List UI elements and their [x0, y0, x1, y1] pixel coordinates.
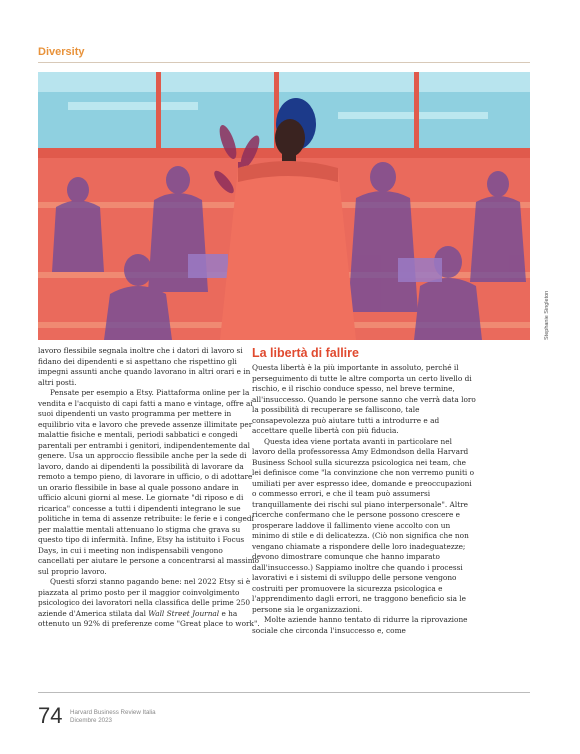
paragraph: Questa libertà è la più importante in assoluto, perché il perseguimento di tutte le altre comporta un certo livello di rischio, e il rischio conduce spesso, nel breve termine, all'insuccesso. Quando le persone sanno che verrà data loro la possibilità di recuperare se falliscono, tale consapevolezza può aiutare tutti a introdurre e ad accettare quelle libertà con più fiducia. — [252, 363, 476, 435]
paragraph: Pensate per esempio a Etsy. Piattaforma online per la vendita e l'acquisto di capi fatti a mano e vintage, offre ai suoi dipendenti un vasto programma per mettere in equilibrio vita e lavoro che prevede assenze illimitate per malattie fisiche e mentali, periodi sabbatici e congedi parentali per entrambi i genitori, indipendentemente dal genere. Usa un approccio flessibile anche per la sede di lavoro, dando ai dipendenti la possibilità di lavorare da remoto a tempo pieno, di lavorare in ufficio, o di adottare un orario flessibile in base al quale possono andare in ufficio alcuni giorni al mese. Le giornate "di riposo e di ricarica" concesse a tutti i dipendenti integrano le sue politiche in tema di assenze retribuite: le ferie e i congedi per malattie mentali attenuano lo stigma che grava su questo tipo di infermità. Infine, Etsy ha istituito i Focus Days, in cui i meeting non indispensabili vengono cancellati per aiutare le persone a concentrarsi al massimo sul proprio lavoro. — [38, 388, 260, 576]
paragraph: Questi sforzi stanno pagando bene: nel 2022 Etsy si è piazzata al primo posto per il maggior coinvolgimento psicologico dei lavoratori nella classifica delle prime 250 aziende d'America stilata dal Wall Street Journal e ha ottenuto un 92% di preferenze come "Great place to work". — [38, 577, 260, 628]
illustration — [38, 72, 530, 340]
left-column — [38, 346, 260, 630]
paragraph: Molte aziende hanno tentato di ridurre la riprovazione sociale che circonda l'insuccesso e, come — [252, 615, 468, 635]
publication-title: Wall Street Journal — [148, 608, 220, 618]
section-heading: La libertà di fallire — [252, 346, 359, 360]
top-rule — [38, 62, 530, 63]
section-label: Diversity — [38, 46, 85, 58]
footer-publication — [70, 709, 156, 724]
paragraph: Questa idea viene portata avanti in particolare nel lavoro della professoressa Amy Edmondson della Harvard Business School sulla sicurezza psicologica nei team, che lei definisce come "la convinzione che non verremo puniti o umiliati per aver espresso idee, domande e preoccupazioni o commesso errori, e che il team può assumersi tranquillamente dei rischi sul piano interpersonale". Altre ricerche confermano che le persone possono crescere e prosperare laddove il fallimento viene accolto con un minimo di stile e di delicatezza. (Ciò non significa che non vengano chiamate a rispondere delle loro inadeguatezze; devono dimostrare comunque che hanno imparato dall'insuccesso.) Sappiamo inoltre che quando i processi lavorativi e i sistemi di sviluppo delle persone vengono costruiti per promuovere la sicurezza psicologica e l'apprendimento dagli errori, ne traggono beneficio sia le persone sia le organizzazioni. — [252, 436, 475, 614]
photo-credit: Stephanie Singleton — [544, 290, 550, 340]
right-column — [252, 346, 476, 636]
issue-date: Dicembre 2023 — [70, 716, 112, 724]
footer-rule — [38, 692, 530, 693]
paragraph: lavoro flessibile segnala inoltre che i datori di lavoro si fidano dei dipendenti e si aspettano che rispettino gli impegni assunti anche quando lavorano in altri orari e in altri posti. — [38, 346, 251, 387]
publication-name: Harvard Business Review Italia — [70, 709, 156, 716]
page-number: 74 — [38, 703, 63, 728]
